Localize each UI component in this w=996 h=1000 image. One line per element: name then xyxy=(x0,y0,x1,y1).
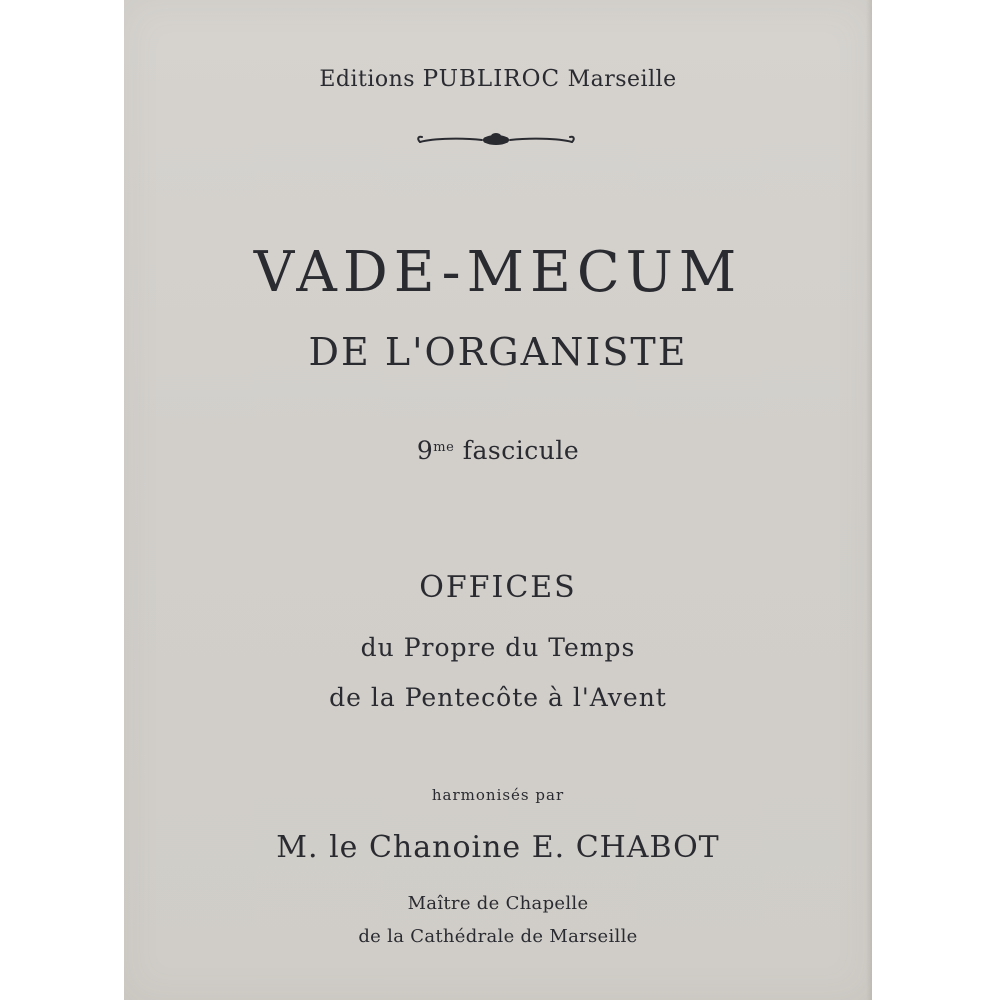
fascicule-label: fascicule xyxy=(462,436,580,465)
fascicule-number: 9 xyxy=(416,436,434,465)
harmonised-by-label: harmonisés par xyxy=(431,786,565,804)
offices-heading: OFFICES xyxy=(419,570,577,605)
publisher-line xyxy=(124,66,872,92)
decorative-flourish-icon xyxy=(414,128,578,152)
offices-line-2: de la Pentecôte à l'Avent xyxy=(329,683,667,712)
book-cover xyxy=(124,0,872,1000)
author-role-line-2: de la Cathédrale de Marseille xyxy=(358,926,638,947)
fascicule-line xyxy=(124,436,872,465)
fascicule-suffix: me xyxy=(433,440,455,455)
author-role-line-1: Maître de Chapelle xyxy=(407,893,589,914)
book-title: VADE-MECUM xyxy=(253,240,743,305)
publisher-prefix: Editions xyxy=(319,67,416,92)
publisher-city: Marseille xyxy=(567,67,677,92)
publisher-brand: PUBLIROC xyxy=(422,66,561,92)
author-name: M. le Chanoine E. CHABOT xyxy=(276,830,720,865)
book-subtitle: DE L'ORGANISTE xyxy=(308,330,688,374)
offices-line-1: du Propre du Temps xyxy=(360,633,636,662)
